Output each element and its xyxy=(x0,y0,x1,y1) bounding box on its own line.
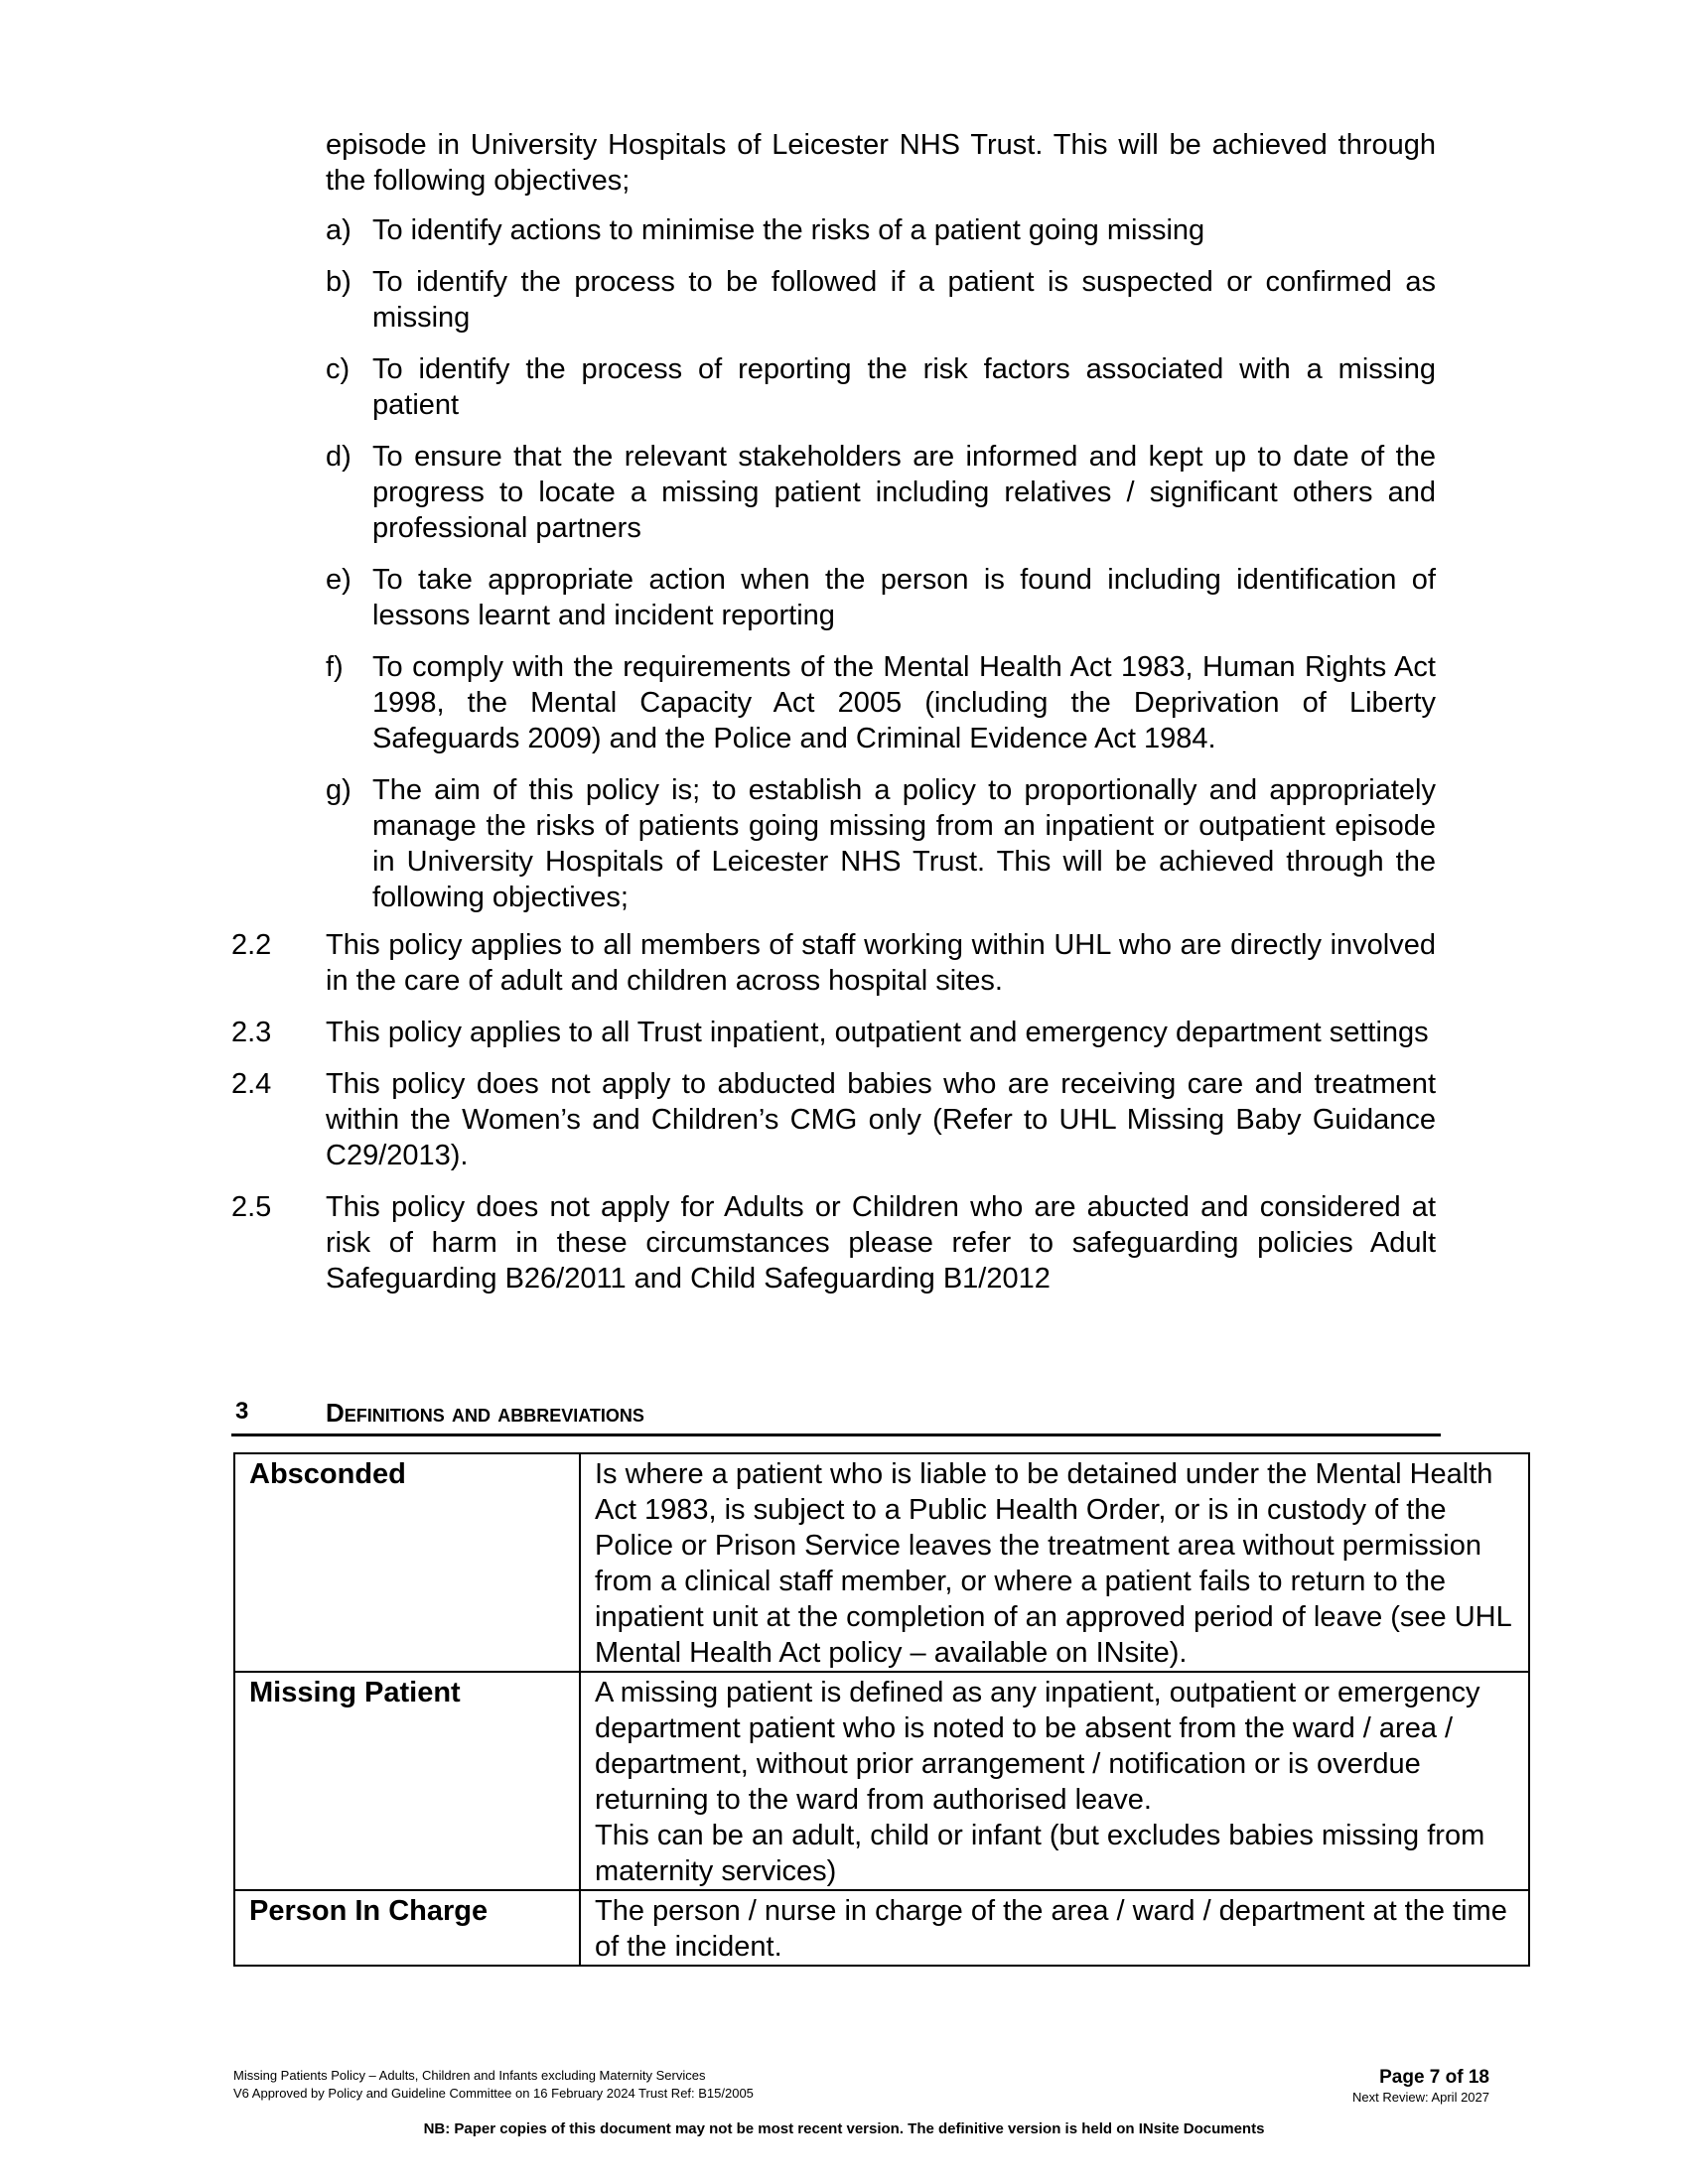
definitions-table xyxy=(233,1452,1530,1967)
section-paragraph xyxy=(231,927,1436,999)
objective-text: To identify the process to be followed if a patient is suspected or confirmed as missing xyxy=(372,266,1436,334)
heading-number: 3 xyxy=(235,1398,249,1425)
definition-term: Missing Patient xyxy=(234,1672,580,1890)
section-text: This policy applies to all Trust inpatient, outpatient and emergency department settings xyxy=(326,1017,1429,1048)
objective-marker: a) xyxy=(326,214,352,246)
definition-text: Is where a patient who is liable to be detained under the Mental Health Act 1983, is subject to a Public Health Order, or is in custody of the Police or Prison Service leaves the treatment area without permission from a clinical staff member, or where a patient fails to return to the inpatient unit at the completion of an approved period of leave (see UHL Mental Health Act policy – available on INsite). xyxy=(580,1453,1529,1672)
objective-marker: g) xyxy=(326,774,352,806)
section-number: 2.4 xyxy=(231,1068,272,1100)
objective-marker: d) xyxy=(326,441,352,473)
objective-item xyxy=(326,649,1436,756)
objective-text: To ensure that the relevant stakeholders are informed and kept up to date of the progress to locate a missing patient including relatives / significant others and professional partners xyxy=(372,441,1436,544)
footer-approval: V6 Approved by Policy and Guideline Committee on 16 February 2024 Trust Ref: B15/2005 xyxy=(233,2086,754,2101)
objective-text: To identify actions to minimise the risks of a patient going missing xyxy=(372,214,1205,246)
section-paragraph xyxy=(231,1066,1436,1173)
page-number: Page 7 of 18 xyxy=(1379,2067,1489,2088)
intro-paragraph: episode in University Hospitals of Leicester NHS Trust. This will be achieved through the following objectives; xyxy=(326,129,1436,197)
objective-text: To identify the process of reporting the risk factors associated with a missing patient xyxy=(372,353,1436,421)
section-heading xyxy=(231,1396,1441,1436)
table-row xyxy=(234,1453,1529,1672)
objective-item xyxy=(326,772,1436,915)
objective-marker: e) xyxy=(326,564,352,596)
objective-marker: b) xyxy=(326,266,352,298)
table-row xyxy=(234,1890,1529,1966)
table-row xyxy=(234,1672,1529,1890)
footer-right xyxy=(1092,2067,1489,2107)
section-paragraph xyxy=(231,1189,1436,1297)
footer-notice: NB: Paper copies of this document may not be most recent version. The definitive version is held on INsite Documents xyxy=(423,2120,1265,2137)
objective-marker: f) xyxy=(326,651,344,683)
definition-term: Absconded xyxy=(234,1453,580,1672)
footer-title: Missing Patients Policy – Adults, Children and Infants excluding Maternity Services xyxy=(233,2068,706,2083)
objective-text: To take appropriate action when the person is found including identification of lessons learnt and incident reporting xyxy=(372,564,1436,631)
objective-marker: c) xyxy=(326,353,351,385)
section-number: 2.2 xyxy=(231,929,272,961)
section-list xyxy=(231,927,1436,1312)
definition-cell xyxy=(580,1672,1529,1890)
definition-term: Person In Charge xyxy=(234,1890,580,1966)
definition-text-continued: This can be an adult, child or infant (but excludes babies missing from maternity services) xyxy=(595,1820,1485,1887)
objective-text: The aim of this policy is; to establish a policy to proportionally and appropriately manage the risks of patients going missing from an inpatient or outpatient episode in University Hospitals of Leicester NHS Trust. This will be achieved through the following objectives; xyxy=(372,774,1436,913)
footer-left xyxy=(233,2067,1127,2103)
objective-item xyxy=(326,562,1436,633)
objective-item xyxy=(326,264,1436,336)
section-number: 2.5 xyxy=(231,1191,272,1223)
objective-item xyxy=(326,439,1436,546)
objective-item xyxy=(326,212,1436,248)
objective-text: To comply with the requirements of the Mental Health Act 1983, Human Rights Act 1998, the Mental Capacity Act 2005 (including the Deprivation of Liberty Safeguards 2009) and the Police and Criminal Evidence Act 1984. xyxy=(372,651,1436,754)
heading-title: Definitions and abbreviations xyxy=(326,1398,644,1428)
section-number: 2.3 xyxy=(231,1017,272,1048)
section-text: This policy does not apply to abducted babies who are receiving care and treatment within the Women’s and Children’s CMG only (Refer to UHL Missing Baby Guidance C29/2013). xyxy=(326,1068,1436,1171)
section-text: This policy does not apply for Adults or Children who are abucted and considered at risk of harm in these circumstances please refer to safeguarding policies Adult Safeguarding B26/2011 and Child Safeguarding B1/2012 xyxy=(326,1191,1436,1295)
definition-text: The person / nurse in charge of the area / ward / department at the time of the incident. xyxy=(580,1890,1529,1966)
definition-text: A missing patient is defined as any inpatient, outpatient or emergency department patient who is noted to be absent from the ward / area / department, without prior arrangement / notification or is overdue returning to the ward from authorised leave. xyxy=(595,1677,1480,1816)
next-review: Next Review: April 2027 xyxy=(1351,2090,1489,2105)
section-text: This policy applies to all members of staff working within UHL who are directly involved in the care of adult and children across hospital sites. xyxy=(326,929,1436,997)
section-paragraph xyxy=(231,1015,1436,1050)
objectives-list xyxy=(326,212,1436,931)
objective-item xyxy=(326,351,1436,423)
